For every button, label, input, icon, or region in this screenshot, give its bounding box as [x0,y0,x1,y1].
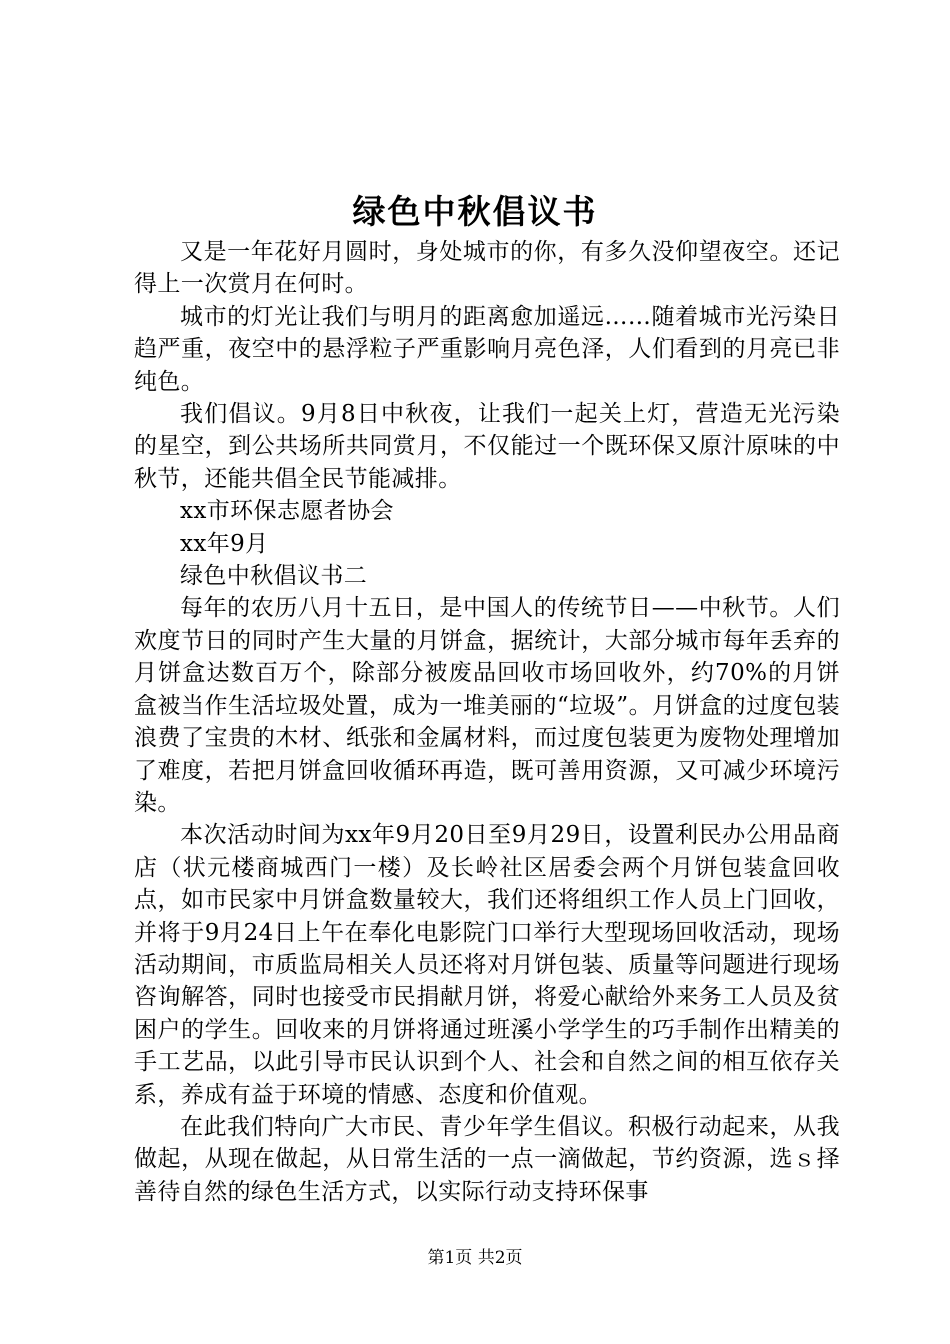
paragraph-call-to-action: 在此我们特向广大市民、青少年学生倡议。积极行动起来，从我做起，从现在做起，从日常生活的一点一滴做起，节约资源，选ｓ择善待自然的绿色生活方式，以实际行动支持环保事 [134,1113,840,1205]
section-heading-two: 绿色中秋倡议书二 [180,563,368,590]
paragraph-mooncake-boxes: 每年的农历八月十五日，是中国人的传统节日——中秋节。人们欢度节日的同时产生大量的月饼盒，据统计，大部分城市每年丢弃的月饼盒达数百万个，除部分被废品回收市场回收外，约70%的月饼盒被当作生活垃圾处置，成为一堆美丽的“垃圾”。月饼盒的过度包装浪费了宝贵的木材、纸张和金属材料，而过度包装更为废物处理增加了难度，若把月饼盒回收循环再造，既可善用资源，又可减少环境污染。 [134,595,840,816]
paragraph-intro: 又是一年花好月圆时，身处城市的你，有多久没仰望夜空。还记得上一次赏月在何时。 [134,239,840,298]
paragraph-light-pollution: 城市的灯光让我们与明月的距离愈加遥远……随着城市光污染日趋严重，夜空中的悬浮粒子严重影响月亮色泽，人们看到的月亮已非纯色。 [134,303,840,395]
paragraph-proposal: 我们倡议。9月8日中秋夜，让我们一起关上灯，营造无光污染的星空，到公共场所共同赏月，不仅能过一个既环保又原汁原味的中秋节，还能共倡全民节能减排。 [134,401,840,492]
signature-organization: xx市环保志愿者协会 [180,498,394,525]
document-title: 绿色中秋倡议书 [352,192,598,231]
paragraph-activity: 本次活动时间为xx年9月20日至9月29日，设置利民办公用品商店（状元楼商城西门一楼）及长岭社区居委会两个月饼包装盒回收点，如市民家中月饼盒数量较大，我们还将组织工作人员上门回收，并将于9月24日上午在奉化电影院门口举行大型现场回收活动，现场活动期间，市质监局相关人员还将对月饼包装、质量等问题进行现场咨询解答，同时也接受市民捐献月饼，将爱心献给外来务工人员及贫困户的学生。回收来的月饼将通过班溪小学学生的巧手制作出精美的手工艺品，以此引导市民认识到个人、社会和自然之间的相互依存关系，养成有益于环境的情感、态度和价值观。 [134,822,840,1108]
document-body [134,236,840,1208]
signature-date: xx年9月 [180,530,269,557]
page-number: 第1页 共2页 [427,1248,523,1268]
